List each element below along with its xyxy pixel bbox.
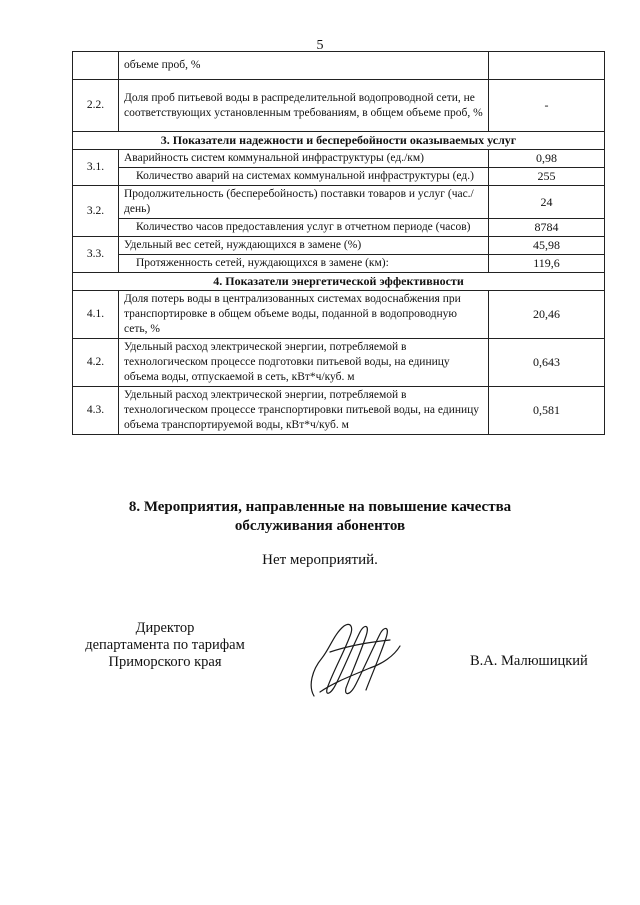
signatory-name: В.А. Малюшицкий [470, 653, 588, 669]
indicator-text: объеме проб, % [119, 52, 489, 80]
table-row [73, 186, 605, 219]
indicator-value: 24 [489, 186, 605, 219]
indicator-text: Количество аварий на системах коммунальной инфраструктуры (ед.) [119, 168, 489, 186]
indicator-text: Протяженность сетей, нуждающихся в замене (км): [119, 255, 489, 273]
indicator-text: Количество часов предоставления услуг в отчетном периоде (часов) [119, 219, 489, 237]
table-row [73, 219, 605, 237]
handwritten-signature [300, 612, 410, 702]
indicator-text: Доля потерь воды в централизованных системах водоснабжения при транспортировке в общем объеме воды, поданной в водопроводную сеть, % [119, 291, 489, 339]
indicator-value: 20,46 [489, 291, 605, 339]
table-row [73, 150, 605, 168]
section-heading [0, 498, 640, 536]
signatory-title-line-1: Директор [135, 620, 195, 636]
row-number: 2.2. [73, 80, 119, 132]
indicator-value: 119,6 [489, 255, 605, 273]
signatory-title-line-2: департамента по тарифам [85, 637, 245, 653]
table-row [73, 387, 605, 435]
indicator-value: 45,98 [489, 237, 605, 255]
indicator-value: 8784 [489, 219, 605, 237]
indicator-text: Удельный расход электрической энергии, потребляемой в технологическом процессе транспортировки питьевой воды, на единицу объема транспортируемой воды, кВт*ч/куб. м [119, 387, 489, 435]
indicators-table [72, 51, 605, 435]
table-row [73, 255, 605, 273]
indicator-text: Удельный расход электрической энергии, потребляемой в технологическом процессе подготовки питьевой воды, на единицу объема воды, отпускаемой в сеть, кВт*ч/куб. м [119, 339, 489, 387]
table-row [73, 339, 605, 387]
row-number [73, 52, 119, 80]
table-row [73, 80, 605, 132]
indicator-value: 255 [489, 168, 605, 186]
indicator-value: - [489, 80, 605, 132]
indicator-text: Удельный вес сетей, нуждающихся в замене (%) [119, 237, 489, 255]
indicator-value: 0,581 [489, 387, 605, 435]
section-header: 4. Показатели энергетической эффективности [73, 273, 605, 291]
row-number: 3.3. [73, 237, 119, 273]
section-note: Нет мероприятий. [262, 552, 378, 568]
row-number: 4.1. [73, 291, 119, 339]
row-number: 4.2. [73, 339, 119, 387]
section-heading-line-1: 8. Мероприятия, направленные на повышение качества [128, 499, 512, 515]
page-number: 5 [316, 38, 324, 53]
section-header-row [73, 132, 605, 150]
row-number: 3.2. [73, 186, 119, 237]
signatory-title [60, 620, 270, 671]
indicator-value [489, 52, 605, 80]
indicator-text: Продолжительность (бесперебойность) поставки товаров и услуг (час./день) [119, 186, 489, 219]
section-header: 3. Показатели надежности и бесперебойности оказываемых услуг [73, 132, 605, 150]
indicator-value: 0,643 [489, 339, 605, 387]
section-heading-line-2: обслуживания абонентов [234, 518, 406, 534]
table-row [73, 168, 605, 186]
row-number: 3.1. [73, 150, 119, 186]
table-row [73, 52, 605, 80]
signatory-title-line-3: Приморского края [108, 654, 222, 670]
indicator-text: Аварийность систем коммунальной инфраструктуры (ед./км) [119, 150, 489, 168]
row-number: 4.3. [73, 387, 119, 435]
indicator-text: Доля проб питьевой воды в распределительной водопроводной сети, не соответствующих установленным требованиям, в общем объеме проб, % [119, 80, 489, 132]
table-row [73, 291, 605, 339]
table-row [73, 237, 605, 255]
indicator-value: 0,98 [489, 150, 605, 168]
section-header-row [73, 273, 605, 291]
